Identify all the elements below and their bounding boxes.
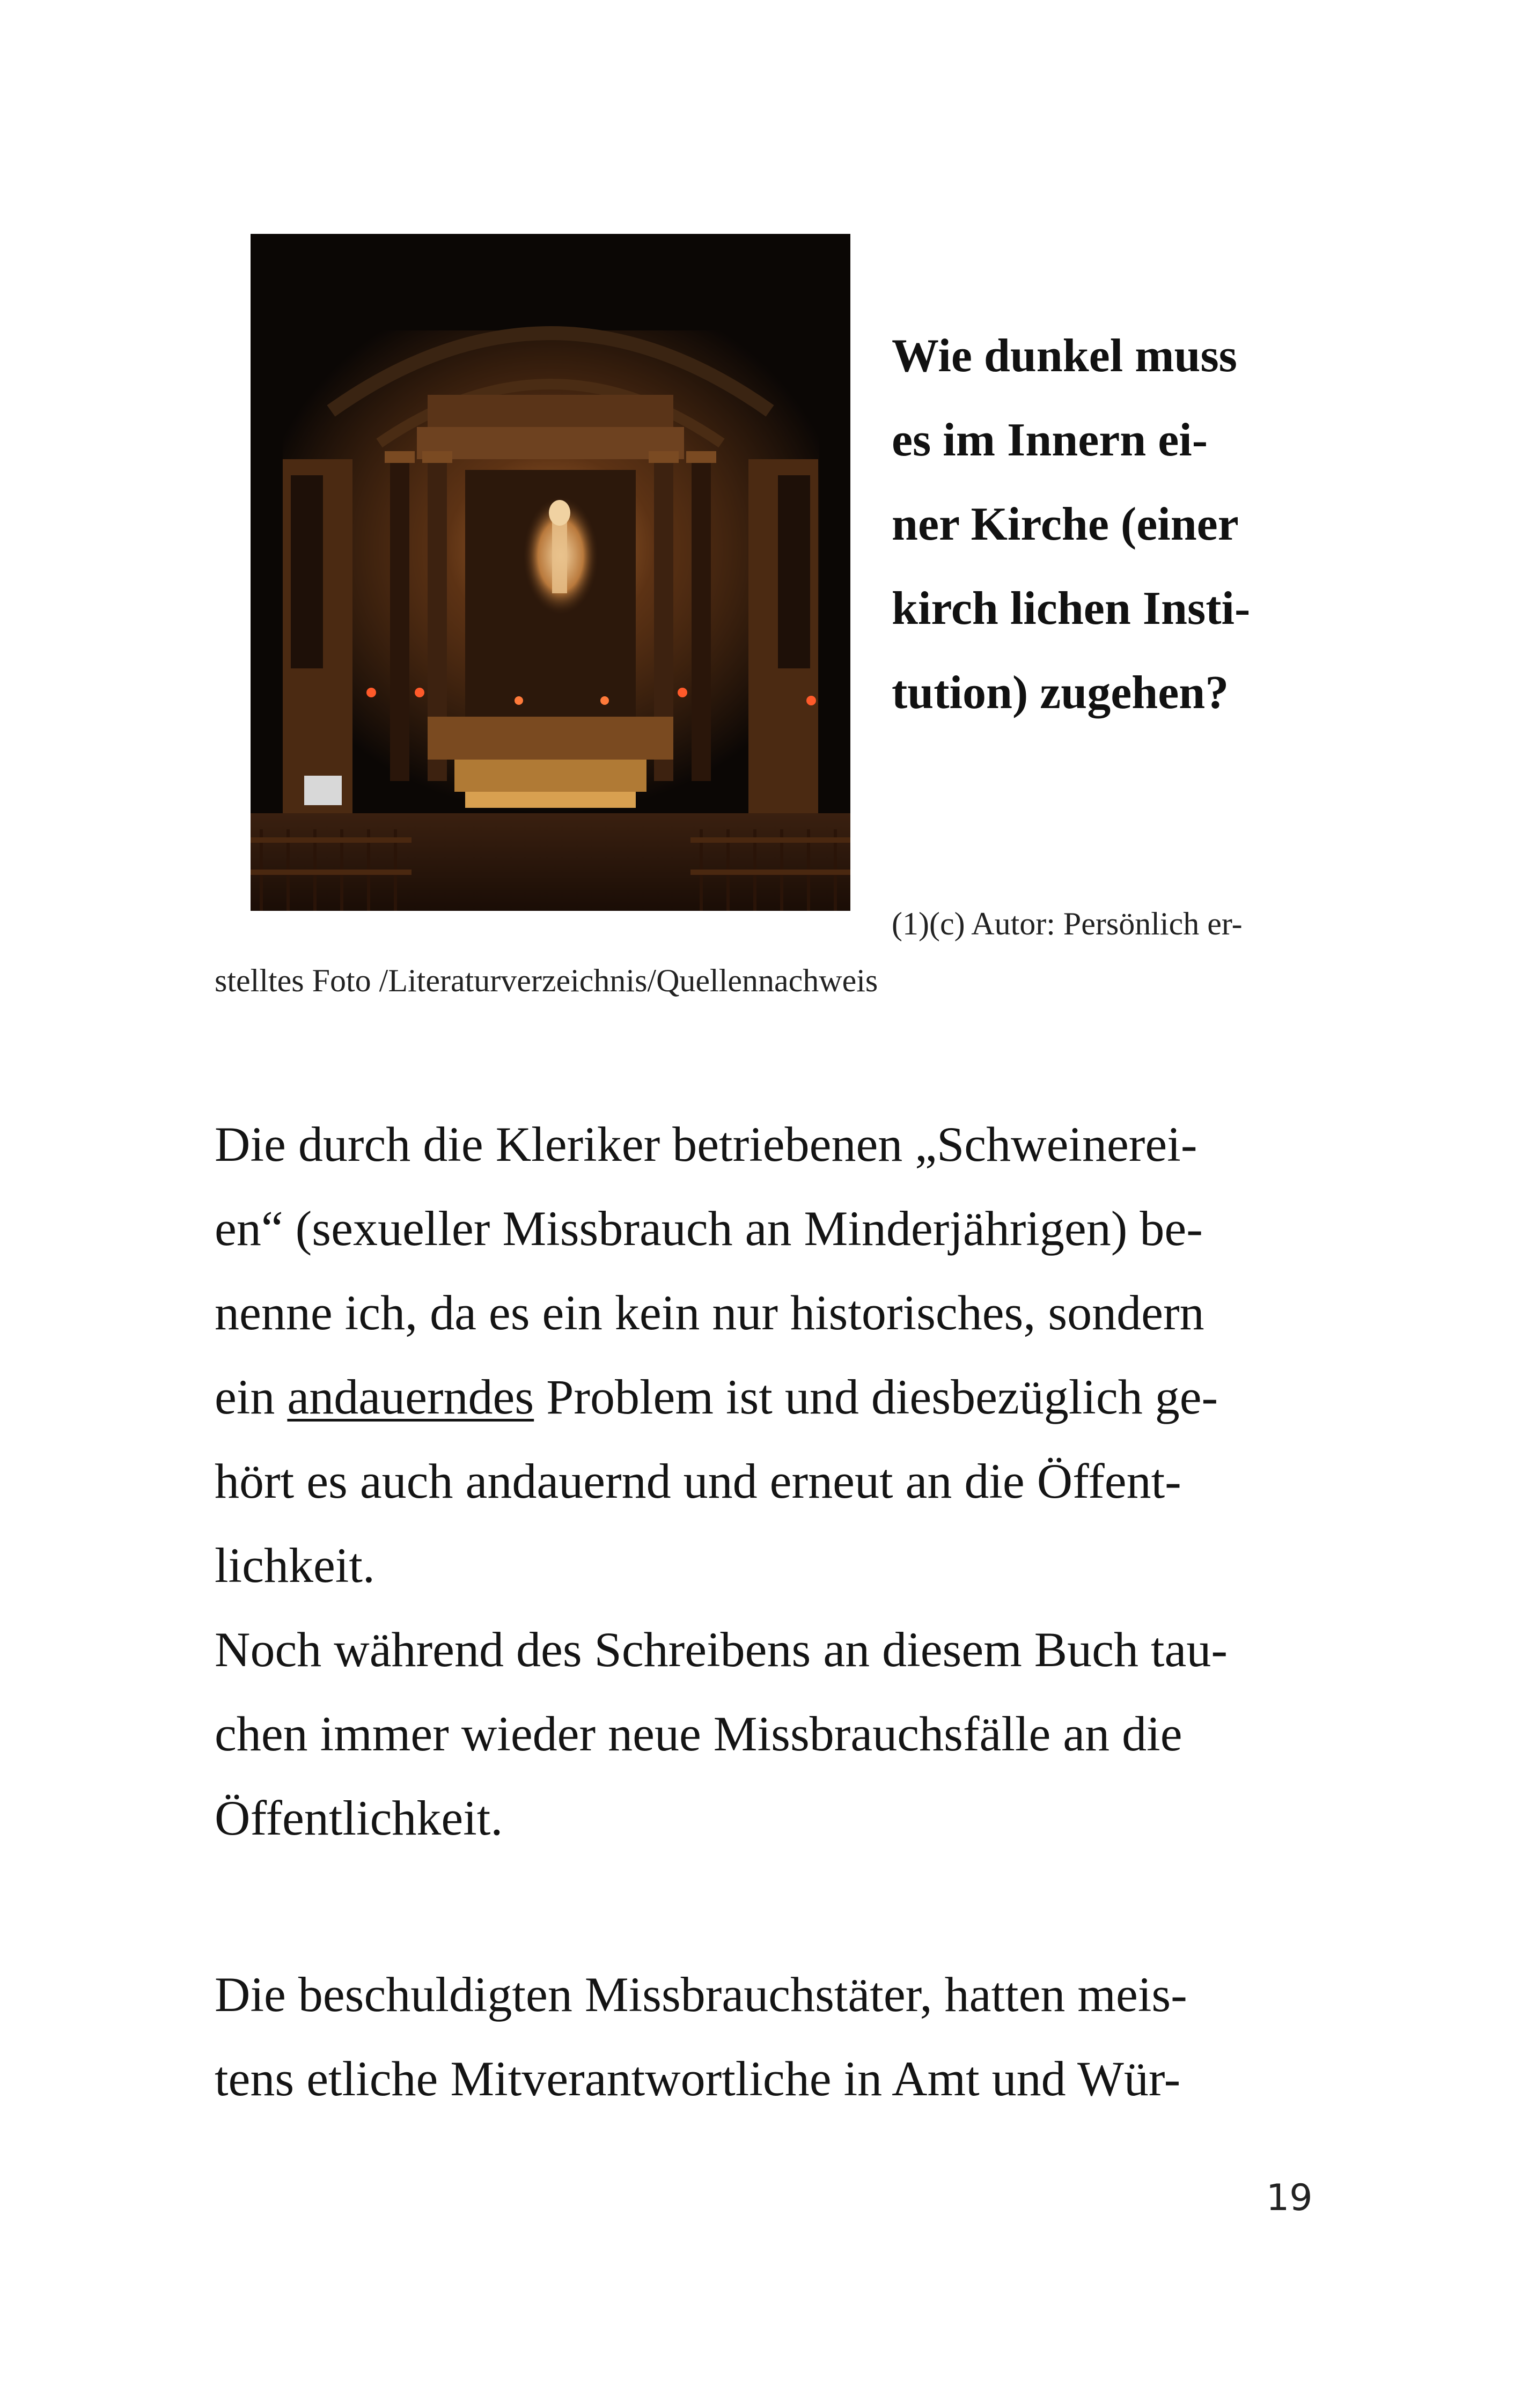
body-text-fragment: ein <box>215 1369 288 1424</box>
church-interior-photo <box>251 234 850 911</box>
body-line <box>215 1355 1228 1439</box>
question-line: es im Innern ei- <box>892 414 1208 466</box>
body-line: Die durch die Kleriker betriebenen „Schweinerei- <box>215 1117 1197 1172</box>
body-line: en“ (sexueller Missbrauch an Minderjährigen) be- <box>215 1201 1203 1256</box>
body-line: Noch während des Schreibens an diesem Buch tau- <box>215 1622 1228 1677</box>
body-line: tens etliche Mitverantwortliche in Amt und Wür- <box>215 2051 1181 2106</box>
body-text-fragment: Problem ist und diesbezüglich ge- <box>534 1369 1218 1424</box>
underlined-emphasis: andauerndes <box>287 1369 534 1424</box>
body-line: Öffentlichkeit. <box>215 1791 503 1845</box>
body-line: nenne ich, da es ein kein nur historisches, sondern <box>215 1285 1204 1340</box>
church-altar-image <box>251 234 850 911</box>
photo-question-heading <box>892 314 1310 735</box>
page-number: 19 <box>1266 2177 1313 2219</box>
body-line: chen immer wieder neue Missbrauchsfälle an die <box>215 1706 1182 1761</box>
body-paragraphs <box>215 1102 1228 1860</box>
body-paragraph-3 <box>215 1953 1187 2121</box>
body-line: lichkeit. <box>215 1538 375 1593</box>
photo-caption-line-2: stelltes Foto /Literaturverzeichnis/Quellennachweis <box>215 963 878 998</box>
question-line: kirch lichen Insti- <box>892 583 1251 635</box>
question-line: tution) zugehen? <box>892 667 1229 719</box>
question-line: ner Kirche (einer <box>892 498 1239 550</box>
photo-caption-line-1: (1)(c) Autor: Persönlich er- <box>892 906 1243 941</box>
body-line: hört es auch andauernd und erneut an die Öffent- <box>215 1454 1181 1508</box>
body-line: Die beschuldigten Missbrauchstäter, hatten meis- <box>215 1967 1187 2022</box>
question-line: Wie dunkel muss <box>892 330 1237 382</box>
